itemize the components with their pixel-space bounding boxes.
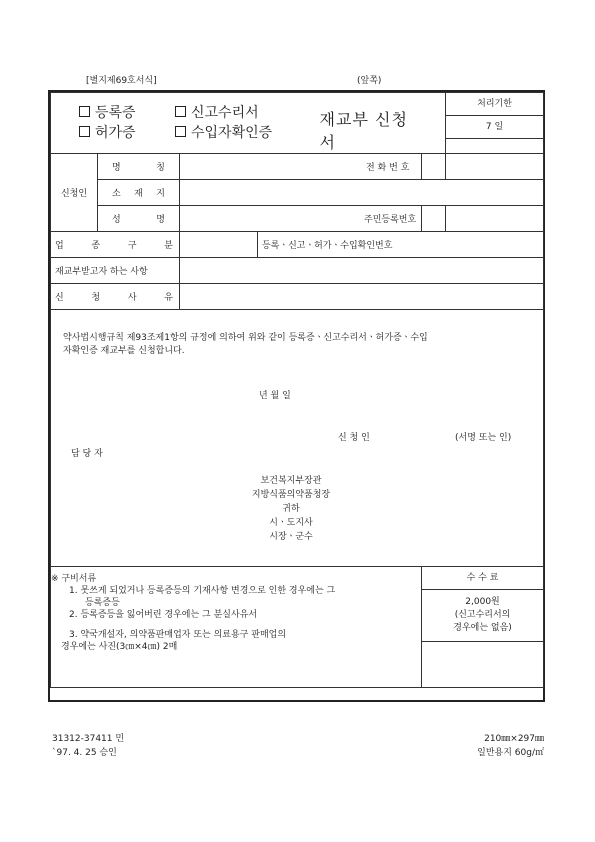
- officer-label: 담 당 자: [71, 449, 103, 459]
- page-side-label: (앞쪽): [357, 76, 382, 86]
- checkbox-area: [51, 93, 356, 154]
- applicant-address-row: [51, 180, 544, 206]
- address-label: 소 재 지: [98, 180, 180, 206]
- statement-text: 약사법시행규칙 제93조제1항의 규정에 의하여 위와 같이 등록증ㆍ신고수리서ㆍ허가증ㆍ수입 자확인증 재교부를 신청합니다.: [63, 333, 428, 356]
- checkbox-registration[interactable]: [79, 106, 90, 117]
- title-cell: [319, 93, 446, 154]
- fee-label: 수 수 료: [422, 567, 543, 590]
- phone-field[interactable]: [446, 154, 544, 180]
- address-field[interactable]: [180, 180, 544, 206]
- registration-number-label: 등록ㆍ신고ㆍ허가ㆍ수입확인번호: [258, 232, 544, 258]
- documents-text: ※ 구비서류 1. 못쓰게 되었거나 등록증등의 기재사항 변경으로 인한 경우에는 그 등록증등 2. 등록증등을 잃어버린 경우에는 그 분실사유서 3. 약국개설자, 의약품판매업자 또는 의료용구 판매업의 경우에는 사진(3㎝×4㎝) 2매: [51, 567, 421, 653]
- reason-label: 신 청 사 유: [51, 284, 180, 310]
- form-number: [별지제69호서식]: [86, 76, 157, 86]
- date-line: 년 월 일: [259, 391, 291, 401]
- form-code: 31312-37411 민: [52, 734, 125, 744]
- document-item-3: 3. 약국개설자, 의약품판매업자 또는 의료용구 판매업의: [69, 630, 287, 640]
- form-frame: [48, 90, 545, 702]
- document-item-2: 2. 등록증등을 잃어버린 경우에는 그 분실사유서: [69, 610, 258, 620]
- business-type-label: 업 종 구 분: [51, 232, 180, 258]
- recipients: 보건복지부장관 지방식품의약품청장 귀하 시ㆍ도지사 시장ㆍ군수: [251, 476, 331, 542]
- checkbox-import-confirmation[interactable]: [175, 126, 186, 137]
- reason-field[interactable]: [180, 284, 544, 310]
- document-item-1: 1. 못쓰게 되었거나 등록증등의 기재사항 변경으로 인한 경우에는 그: [69, 586, 336, 596]
- processing-label: 처리기한: [446, 93, 543, 116]
- reissue-item-row: [51, 258, 544, 284]
- processing-cell: [446, 93, 544, 154]
- statement-cell: [51, 310, 544, 567]
- approval-date: `97. 4. 25 승인: [52, 748, 117, 758]
- reason-row: [51, 284, 544, 310]
- checkbox-label-report-acceptance: 신고수리서: [191, 105, 259, 121]
- sign-note: (서명 또는 인): [455, 433, 512, 443]
- person-name-label: 성 명: [98, 206, 180, 232]
- applicant-name-row: [51, 154, 544, 180]
- applicant-person-row: [51, 206, 544, 232]
- business-type-row: [51, 232, 544, 258]
- documents-heading: ※ 구비서류: [51, 574, 97, 584]
- header-row: [51, 93, 544, 154]
- reissue-item-label: 재교부받고자 하는 사항: [51, 258, 180, 284]
- footer-left: [52, 732, 124, 760]
- checkbox-label-import-confirmation: 수입자확인증: [191, 125, 273, 141]
- applicant-group-label: 신청인: [51, 154, 98, 232]
- reissue-item-field[interactable]: [180, 258, 544, 284]
- checkbox-label-registration: 등록증: [95, 105, 136, 121]
- id-number-label: 주민등록번호: [422, 206, 446, 232]
- phone-label: 전 화 번 호: [422, 154, 446, 180]
- form-table: [50, 92, 544, 688]
- statement-row: [51, 310, 544, 567]
- checkbox-label-permit: 허가증: [95, 125, 136, 141]
- business-type-field[interactable]: [180, 232, 258, 258]
- processing-value: 7 일: [446, 116, 543, 139]
- id-number-field[interactable]: [446, 206, 544, 232]
- footer-right: [462, 732, 544, 760]
- fee-amount: 2,000원: [465, 597, 500, 607]
- documents-row: [51, 567, 544, 688]
- documents-cell: [51, 567, 422, 688]
- name-label: 명 칭: [98, 154, 180, 180]
- paper-weight: 일반용지 60g/㎡: [477, 748, 544, 758]
- paper-size: 210㎜×297㎜: [484, 734, 544, 744]
- checkbox-report-acceptance[interactable]: [175, 106, 186, 117]
- form-title: 재교부 신청서: [319, 110, 408, 152]
- fee-cell: [422, 567, 544, 688]
- fee-details: 2,000원 (신고수리서의 경우에는 없음): [422, 590, 543, 635]
- checkbox-permit[interactable]: [79, 126, 90, 137]
- applicant-sign-label: 신 청 인: [338, 433, 370, 443]
